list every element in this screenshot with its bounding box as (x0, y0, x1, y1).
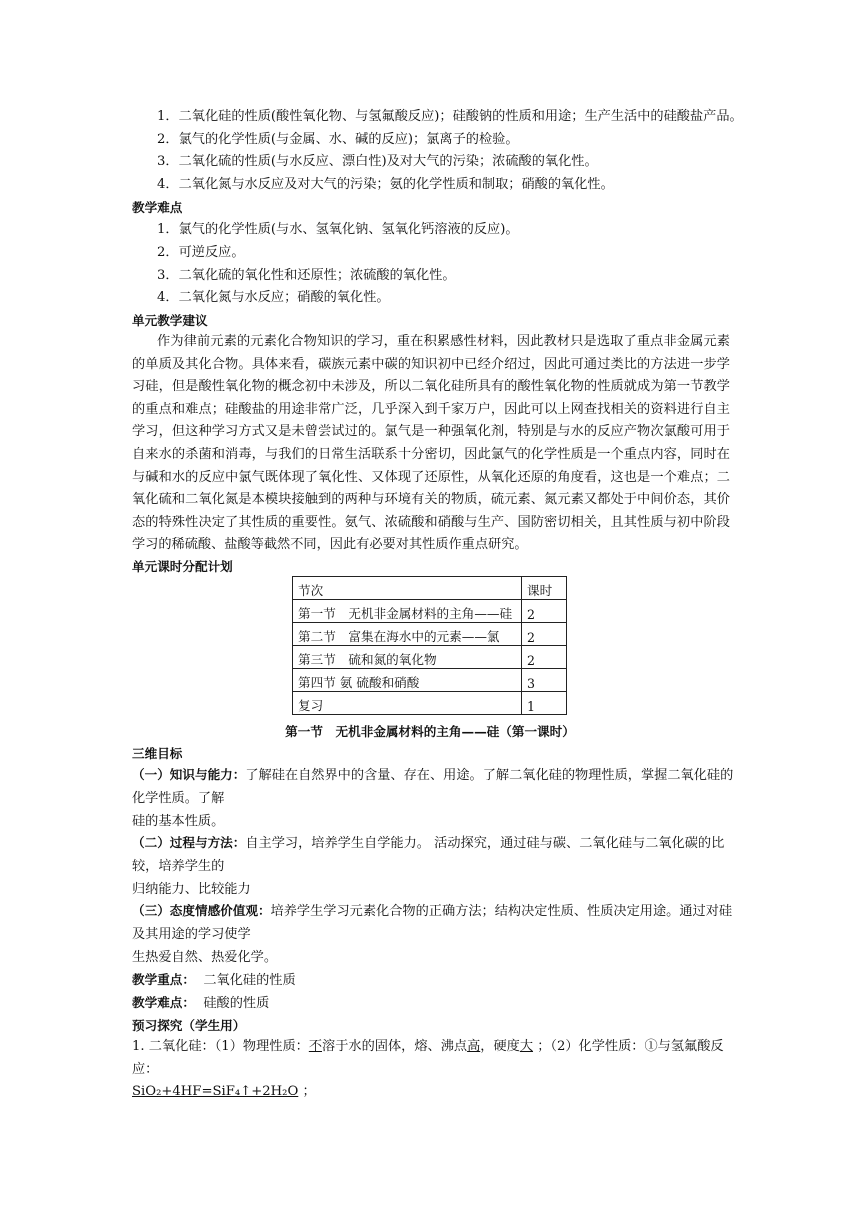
table-cell-hours: 2 (522, 623, 567, 646)
difficulty-item-3: 3．二氧化硫的氧化性和还原性；浓硫酸的氧化性。 (157, 268, 456, 283)
goal-process-text: 自主学习，培养学生自学能力。 活动探究，通过硅与碳、二氧化硅与二氧化碳的比较，培养学生的 (132, 836, 725, 874)
table-header-row (293, 577, 567, 600)
table-row (293, 646, 567, 669)
goal-attitude-text: 培养学生学习元素化合物的正确方法；结构决定性质、性质决定用途。通过对硅及其用途的学习使学 (132, 904, 733, 942)
difficulty-item-4: 4．二氧化氮与水反应；硝酸的氧化性。 (157, 290, 390, 305)
goal-attitude-label: （三）态度情感价值观： (132, 903, 271, 918)
focus-item-4: 4．二氧化氮与水反应及对大气的污染；氨的化学性质和制取；硝酸的氧化性。 (157, 177, 614, 192)
goal-knowledge-text: 了解硅在自然界中的含量、存在、用途。了解二氧化硅的物理性质，掌握二氧化硅的化学性质。了解 (132, 768, 734, 806)
goal-process (132, 832, 736, 878)
focus-item-1: 1．二氧化硅的性质(酸性氧化物、与氢氟酸反应)；硅酸钠的性质和用途；生产生活中的硅酸盐产品。 (157, 109, 743, 124)
table-cell-hours: 2 (522, 600, 567, 623)
goal-attitude-tail: 生热爱自然、热爱化学。 (132, 950, 278, 965)
preview-text: 1. 二氧化硅：（1）物理性质： (132, 1039, 309, 1054)
focus-item-2: 2．氯气的化学性质(与金属、水、碱的反应)；氯离子的检验。 (157, 132, 519, 147)
table-cell-section: 第二节 富集在海水中的元素——氯 (293, 623, 522, 646)
goal-attitude (132, 900, 736, 946)
goal-knowledge-label: （一）知识与能力： (132, 767, 246, 782)
table-row (293, 669, 567, 692)
preview-text: ； (298, 1084, 316, 1100)
key-point-label: 教学重点： (132, 972, 195, 987)
goal-process-tail: 归纳能力、比较能力 (132, 882, 251, 897)
hard-point-text: 硅酸的性质 (203, 996, 270, 1011)
table-cell-hours: 3 (522, 669, 567, 692)
difficulty-item-2: 2．可逆反应。 (157, 245, 245, 260)
column-header-section: 节次 (293, 577, 522, 600)
table-cell-hours: 1 (522, 692, 567, 715)
schedule-table (292, 576, 567, 715)
table-cell-section: 第一节 无机非金属材料的主角——硅 (293, 600, 522, 623)
hard-point (132, 994, 269, 1013)
answer-blank: 不 (308, 1039, 323, 1054)
schedule-heading: 单元课时分配计划 (132, 559, 233, 574)
chemical-equation: SiO₂+4HF=SiF₄↑+2H₂O (132, 1084, 299, 1100)
difficulty-item-1: 1．氯气的化学性质(与水、氢氧化钠、氢氧化钙溶液的反应)。 (157, 222, 519, 237)
table-cell-section: 复习 (293, 692, 522, 715)
suggestion-heading: 单元教学建议 (132, 313, 208, 328)
goals-heading: 三维目标 (132, 746, 183, 761)
goal-knowledge (132, 764, 736, 810)
key-point-text: 二氧化硅的性质 (203, 973, 296, 988)
goal-knowledge-tail: 硅的基本性质。 (132, 814, 225, 829)
answer-blank: 高 (467, 1039, 481, 1054)
preview-heading: 预习探究（学生用） (132, 1018, 246, 1033)
section-title: 第一节 无机非金属材料的主角——硅（第一课时） (285, 724, 575, 739)
column-header-hours: 课时 (522, 577, 567, 600)
table-cell-section: 第四节 氨 硫酸和硝酸 (293, 669, 522, 692)
answer-blank: 大 (519, 1039, 534, 1054)
table-row (293, 600, 567, 623)
table-cell-hours: 2 (522, 646, 567, 669)
table-row (293, 623, 567, 646)
table-row (293, 692, 567, 715)
hard-point-label: 教学难点： (132, 995, 195, 1010)
key-point (132, 971, 296, 990)
difficulty-heading: 教学难点 (132, 200, 183, 215)
preview-silica (132, 1036, 736, 1104)
table-cell-section: 第三节 硫和氮的氧化物 (293, 646, 522, 669)
goal-process-label: （二）过程与方法： (132, 835, 246, 850)
preview-text: ；（2）化学性质：①与氢氟酸反应： (132, 1039, 724, 1077)
suggestion-paragraph: 作为律前元素的元素化合物知识的学习，重在积累感性材料，因此教材只是选取了重点非金属元素的单质及其化合物。具体来看，碳族元素中碳的知识初中已经介绍过，因此可通过类比的方法进一步学习硅，但是酸性氧化物的概念初中未涉及，所以二氧化硅所具有的酸性氧化物的性质就成为第一节教学的重点和难点；硅酸盐的用途非常广泛，几乎深入到千家万户，因此可以上网查找相关的资料进行自主学习，但这种学习方式又是未曾尝试过的。氯气是一种强氧化剂，特别是与水的反应产物次氯酸可用于自来水的杀菌和消毒，与我们的日常生活联系十分密切，因此氯气的化学性质是一个重点内容，同时在与碱和水的反应中氯气既体现了氧化性、又体现了还原性，从氧化还原的角度看，这也是一个难点；二氧化硫和二氧化氮是本模块接触到的两种与环境有关的物质，硫元素、氮元素又都处于中间价态，其价态的特殊性决定了其性质的重要性。氨气、浓硫酸和硝酸与生产、国防密切相关，且其性质与初中阶段学习的稀硫酸、盐酸等截然不同，因此有必要对其性质作重点研究。 (132, 334, 730, 553)
preview-text: 溶于水的固体，熔、沸点 (322, 1039, 468, 1054)
focus-item-3: 3．二氧化硫的性质(与水反应、漂白性)及对大气的污染；浓硫酸的氧化性。 (157, 154, 598, 169)
preview-text: ，硬度 (480, 1039, 520, 1054)
